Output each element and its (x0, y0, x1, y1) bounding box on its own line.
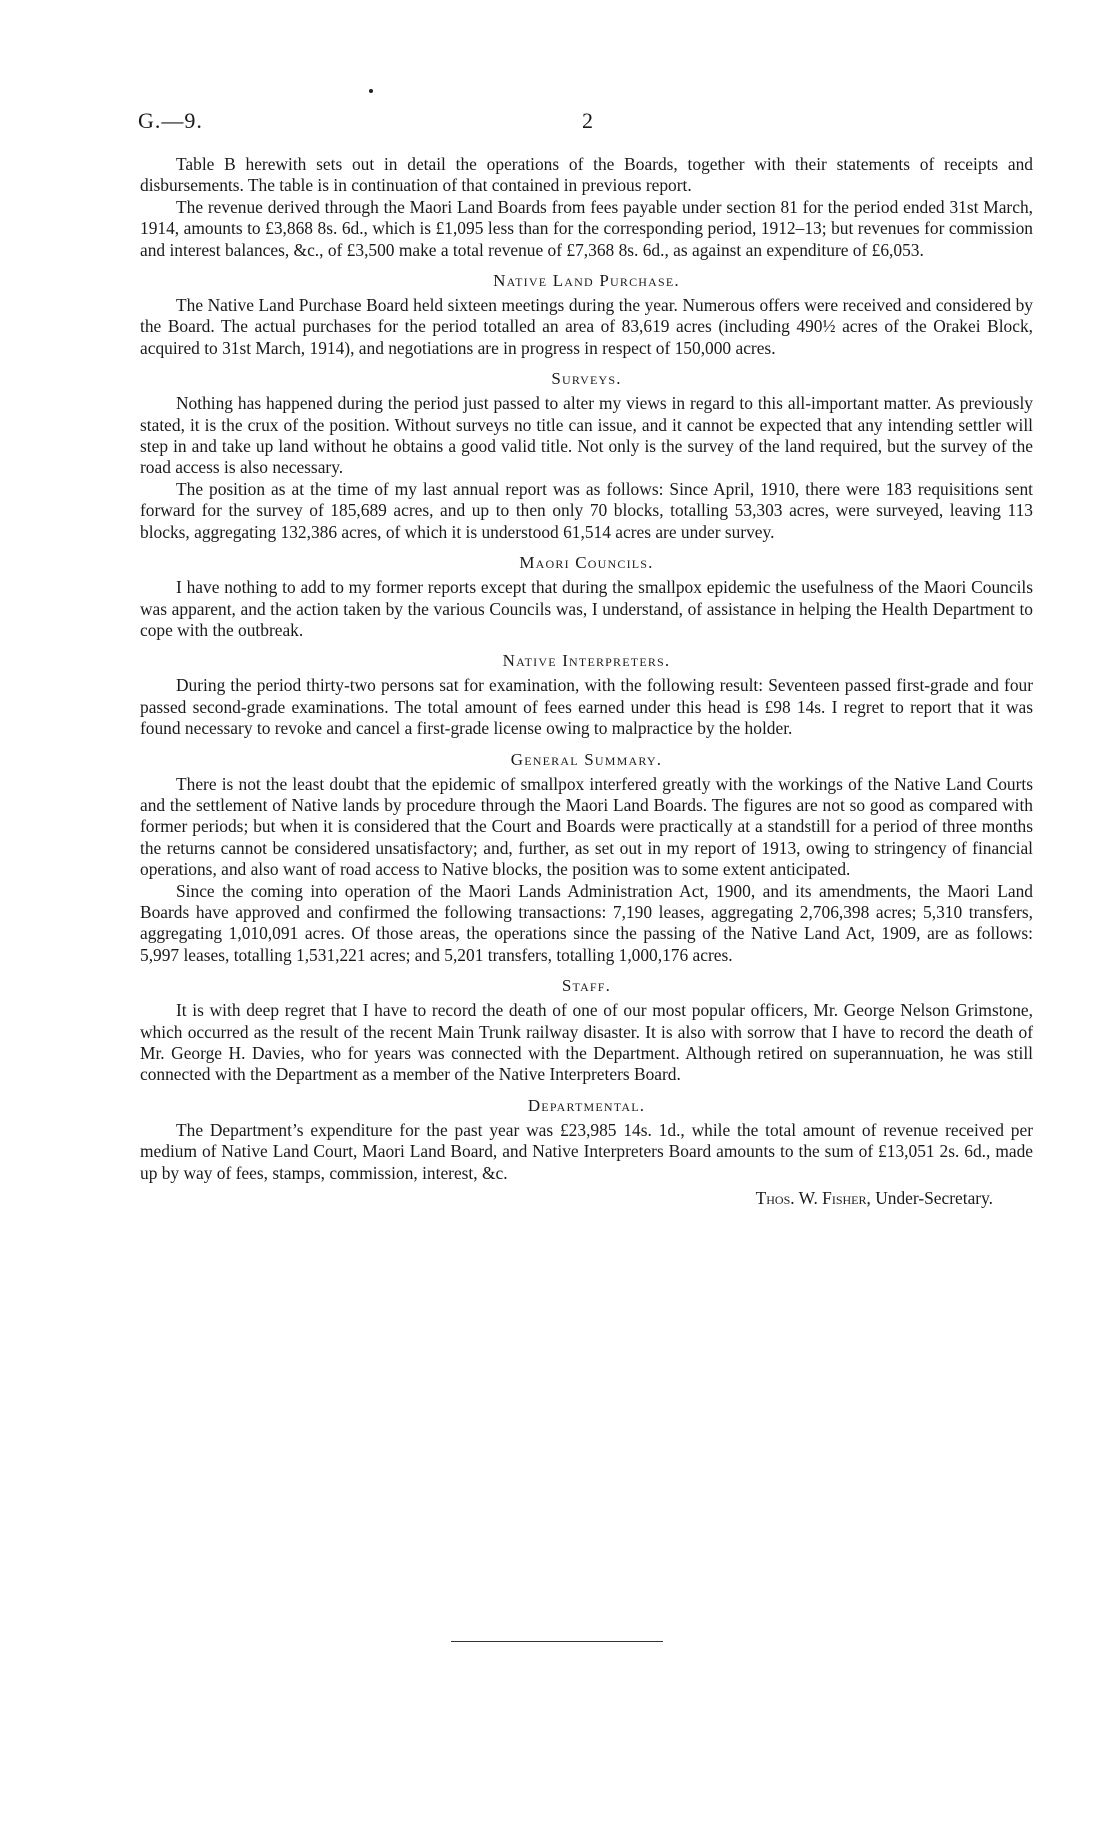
intro-paragraph-2: The revenue derived through the Maori Land Boards from fees payable under section 81 for the period ended 31st March, 1914, amounts to £3,868 8s. 6d., which is £1,095 less than for the corresponding period, 1912–13; but revenues for commission and interest balances, &c., of £3,500 make a total revenue of £7,368 8s. 6d., as against an expenditure of £6,053. (140, 196, 1033, 260)
native-land-purchase-paragraph: The Native Land Purchase Board held sixteen meetings during the year. Numerous offers were received and considered by the Board. The actual purchases for the period totalled an area of 83,619 acres (including 490½ acres of the Orakei Block, acquired to 31st March, 1914), and negotiations are in progress in respect of 150,000 acres. (140, 295, 1033, 358)
signature-title: Under-Secretary. (875, 1188, 993, 1209)
page-number: 2 (582, 108, 593, 133)
general-summary-paragraph-2: Since the coming into operation of the Maori Lands Administration Act, 1900, and its amendments, the Maori Land Boards have approved and confirmed the following transactions: 7,190 leases, aggregating 2,706,398 acres; 5,310 transfers, aggregating 1,010,091 acres. Of those areas, the operations since the passing of the Native Land Act, 1909, are as follows: 5,997 leases, totalling 1,531,221 acres; and 5,201 transfers, totalling 1,000,176 acres. (140, 880, 1033, 965)
intro-paragraph-1: Table B herewith sets out in detail the operations of the Boards, together with their statements of receipts and disbursements. The table is in continuation of that contained in previous report. (140, 154, 1033, 196)
section-heading-surveys: Surveys. (551, 369, 622, 389)
page-header (138, 108, 972, 138)
section-heading-maori-councils: Maori Councils. (519, 553, 654, 573)
native-interpreters-paragraph: During the period thirty-two persons sat for examination, with the following result: Seventeen passed first-grade and four passed second-grade examinations. The total amount of fees earned under this head is £98 14s. I regret to report that it was found necessary to revoke and cancel a first-grade license owing to malpractice by the holder. (140, 675, 1033, 739)
section-heading-general-summary: General Summary. (510, 749, 663, 769)
ink-speck (369, 89, 373, 93)
general-summary-paragraph-1: There is not the least doubt that the epidemic of smallpox interfered greatly with the workings of the Native Land Courts and the settlement of Native lands by procedure through the Maori Land Boards. The figures are not so good as compared with former periods; but when it is considered that the Court and Boards were practically at a standstill for a period of three months the returns cannot be considered unsatisfactory; and, further, as set out in my report of 1913, owing to stringency of financial operations, and also want of road access to Native blocks, the position was to some extent anticipated. (140, 773, 1033, 880)
maori-councils-paragraph: I have nothing to add to my former reports except that during the smallpox epidemic the usefulness of the Maori Councils was apparent, and the action taken by the various Councils was, I understand, of assistance in helping the Health Department to cope with the outbreak. (140, 577, 1033, 640)
section-heading-departmental: Departmental. (527, 1095, 646, 1115)
staff-paragraph: It is with deep regret that I have to record the death of one of our most popular officers, Mr. George Nelson Grimstone, which occurred as the result of the recent Main Trunk railway disaster. It is also with sorrow that I have to record the death of Mr. George H. Davies, who for years was connected with the Department. Although retired on superannuation, he was still connected with the Department as a member of the Native Interpreters Board. (140, 1000, 1033, 1085)
signature-name: Thos. W. Fisher, (755, 1188, 871, 1209)
departmental-paragraph: The Department’s expenditure for the past year was £23,985 14s. 1d., while the total amount of revenue received per medium of Native Land Court, Maori Land Board, and Native Interpreters Board amounts to the sum of £13,051 2s. 6d., made up by way of fees, stamps, commission, interest, &c. (140, 1119, 1033, 1183)
section-heading-native-interpreters: Native Interpreters. (502, 651, 671, 671)
document-reference: G.—9. (138, 108, 203, 133)
surveys-paragraph-2: The position as at the time of my last annual report was as follows: Since April, 1910, there were 183 requisitions sent forward for the survey of 185,689 acres, and up to then only 70 blocks, totalling 53,303 acres, were surveyed, leaving 113 blocks, aggregating 132,386 acres, of which it is understood 61,514 acres are under survey. (140, 478, 1033, 542)
section-heading-staff: Staff. (561, 976, 612, 996)
closing-rule-divider (451, 1641, 663, 1642)
section-heading-native-land-purchase: Native Land Purchase. (493, 271, 680, 291)
signature-block (140, 1188, 1033, 1209)
body-text (140, 154, 1033, 1209)
surveys-paragraph-1: Nothing has happened during the period just passed to alter my views in regard to this all-important matter. As previously stated, it is the crux of the position. Without surveys no title can issue, and it cannot be expected that any intending settler will step in and take up land without he obtains a good valid title. Not only is the survey of the land required, but the survey of the road access is also necessary. (140, 393, 1033, 478)
